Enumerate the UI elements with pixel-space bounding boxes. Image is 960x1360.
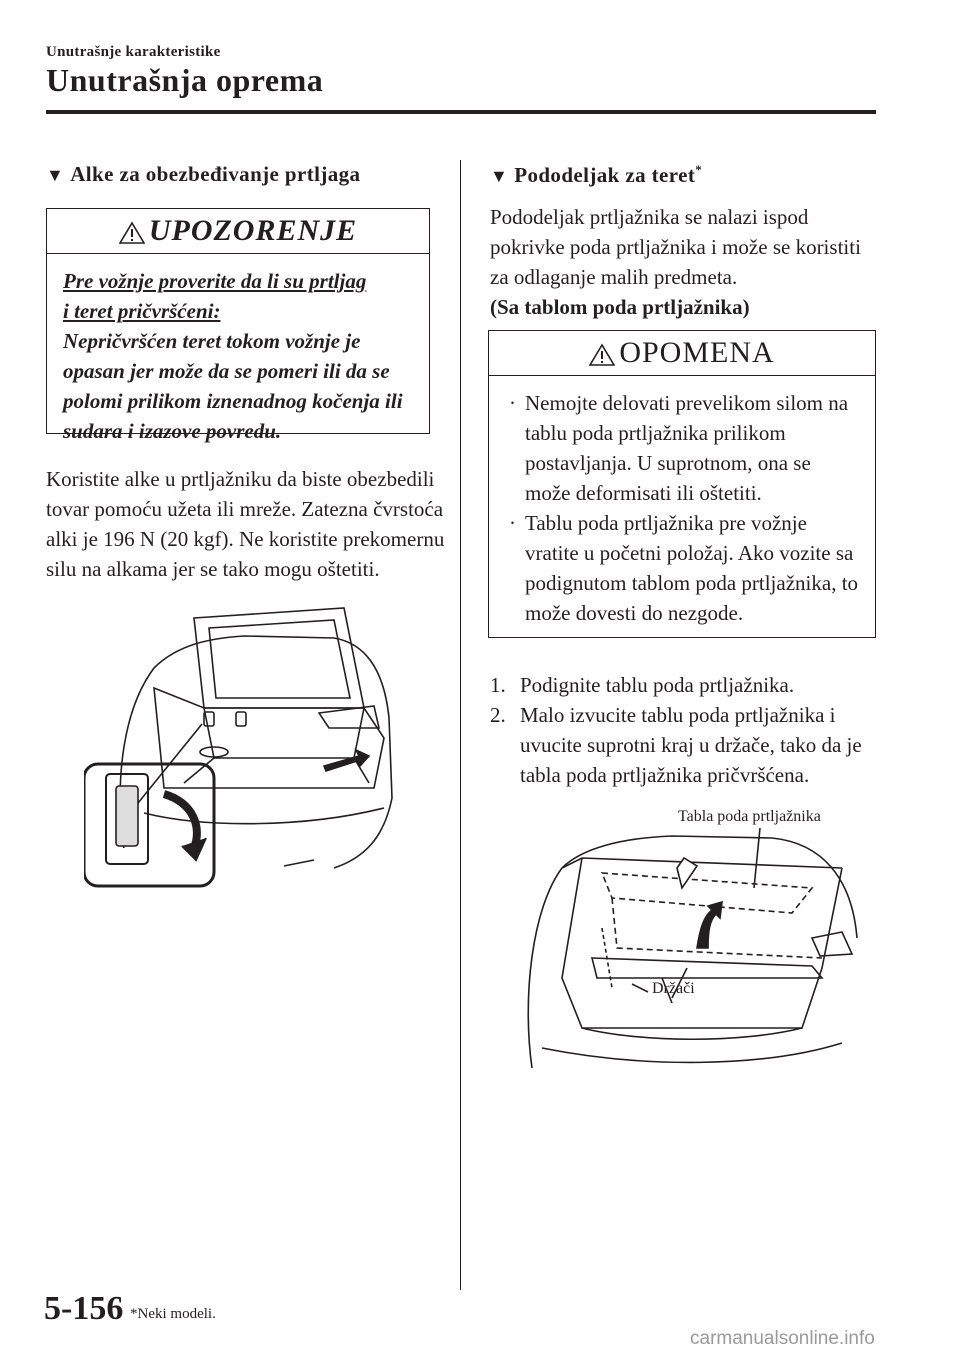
step-number: 1. xyxy=(490,673,506,697)
section-heading-tie-down-hooks xyxy=(46,162,360,187)
caution-bullet: · Tablu poda prtljažnika pre vožnje vratite u početni položaj. Ako vozite sa podignutom tablom poda prtljažnika, to može dovesti do nezgode. xyxy=(509,511,859,625)
warning-header xyxy=(47,209,429,254)
section-label: Unutrašnje karakteristike xyxy=(46,44,221,60)
warning-box xyxy=(46,208,430,443)
hooks-paragraph: Koristite alke u prtljažniku da biste obezbedili tovar pomoću užeta ili mreže. Zatezna čvrstoća alki je 196 N (20 kgf). Ne koristite prekomernu silu na alkama jer se tako mogu oštetiti. xyxy=(46,467,445,581)
heading-text: Pododeljak za teret xyxy=(514,163,696,187)
column-divider xyxy=(460,160,461,1290)
triangle-marker-icon: ▼ xyxy=(46,165,65,185)
figure-label-holders: Držači xyxy=(652,980,695,997)
caution-box xyxy=(488,330,876,638)
warning-text: Nepričvršćen teret tokom vožnje je opasan jer može da se pomeri ili da se polomi prilikom iznenadnog kočenja ili sudara i izazove povredu. xyxy=(63,329,403,443)
section-heading-cargo-subcompartment xyxy=(490,162,702,188)
caution-bullet-text: Tablu poda prtljažnika pre vožnje vratite u početni položaj. Ako vozite sa podignutom tablom poda prtljažnika, to može dovesti do nezgode. xyxy=(525,511,859,625)
title-rule xyxy=(46,110,876,114)
caution-bullet-text: Nemojte delovati prevelikom silom na tablu poda prtljažnika prilikom postavljanja. U suprotnom, ona se može deformisati ili oštetiti. xyxy=(525,391,849,505)
watermark: carmanualsonline.info xyxy=(690,1328,875,1349)
figure-label-board: Tabla poda prtljažnika xyxy=(678,808,821,825)
warning-lead-line-2: i teret pričvršćeni: xyxy=(63,299,221,323)
page-number: 5-156 xyxy=(44,1290,124,1327)
step-text: Malo izvucite tablu poda prtljažnika i uvucite suprotni kraj u držače, tako da je tabla poda prtljažnika pričvršćena. xyxy=(520,703,862,787)
subcompartment-paragraph: Pododeljak prtljažnika se nalazi ispod pokrivke poda prtljažnika i može se koristiti za odlaganje malih predmeta. xyxy=(490,205,861,289)
heading-text: Alke za obezbeđivanje prtljaga xyxy=(70,162,361,186)
floor-board-illustration xyxy=(522,828,862,1080)
footnote: *Neki modeli. xyxy=(130,1306,216,1322)
triangle-marker-icon: ▼ xyxy=(490,166,509,186)
warning-title: UPOZORENJE xyxy=(148,214,358,247)
page-title: Unutrašnja oprema xyxy=(46,62,324,98)
step-number: 2. xyxy=(490,703,506,727)
warning-triangle-icon xyxy=(119,221,145,245)
cargo-hooks-illustration xyxy=(84,598,404,888)
footnote-marker: * xyxy=(695,162,703,177)
warning-lead-line-1: Pre vožnje proverite da li su prtljag xyxy=(63,269,367,293)
warning-body xyxy=(47,254,429,458)
step-text: Podignite tablu poda prtljažnika. xyxy=(520,673,795,697)
caution-body xyxy=(489,376,875,628)
subheading-with-board: (Sa tablom poda prtljažnika) xyxy=(490,295,750,319)
step-item xyxy=(490,670,870,700)
caution-header xyxy=(489,331,875,376)
step-item xyxy=(490,700,870,790)
steps-list xyxy=(490,670,870,790)
caution-title: OPOMENA xyxy=(619,336,775,369)
caution-triangle-icon xyxy=(589,343,615,367)
caution-bullet: · Nemojte delovati prevelikom silom na tablu poda prtljažnika prilikom postavljanja. U suprotnom, ona se može deformisati ili oštetiti. xyxy=(509,391,849,505)
